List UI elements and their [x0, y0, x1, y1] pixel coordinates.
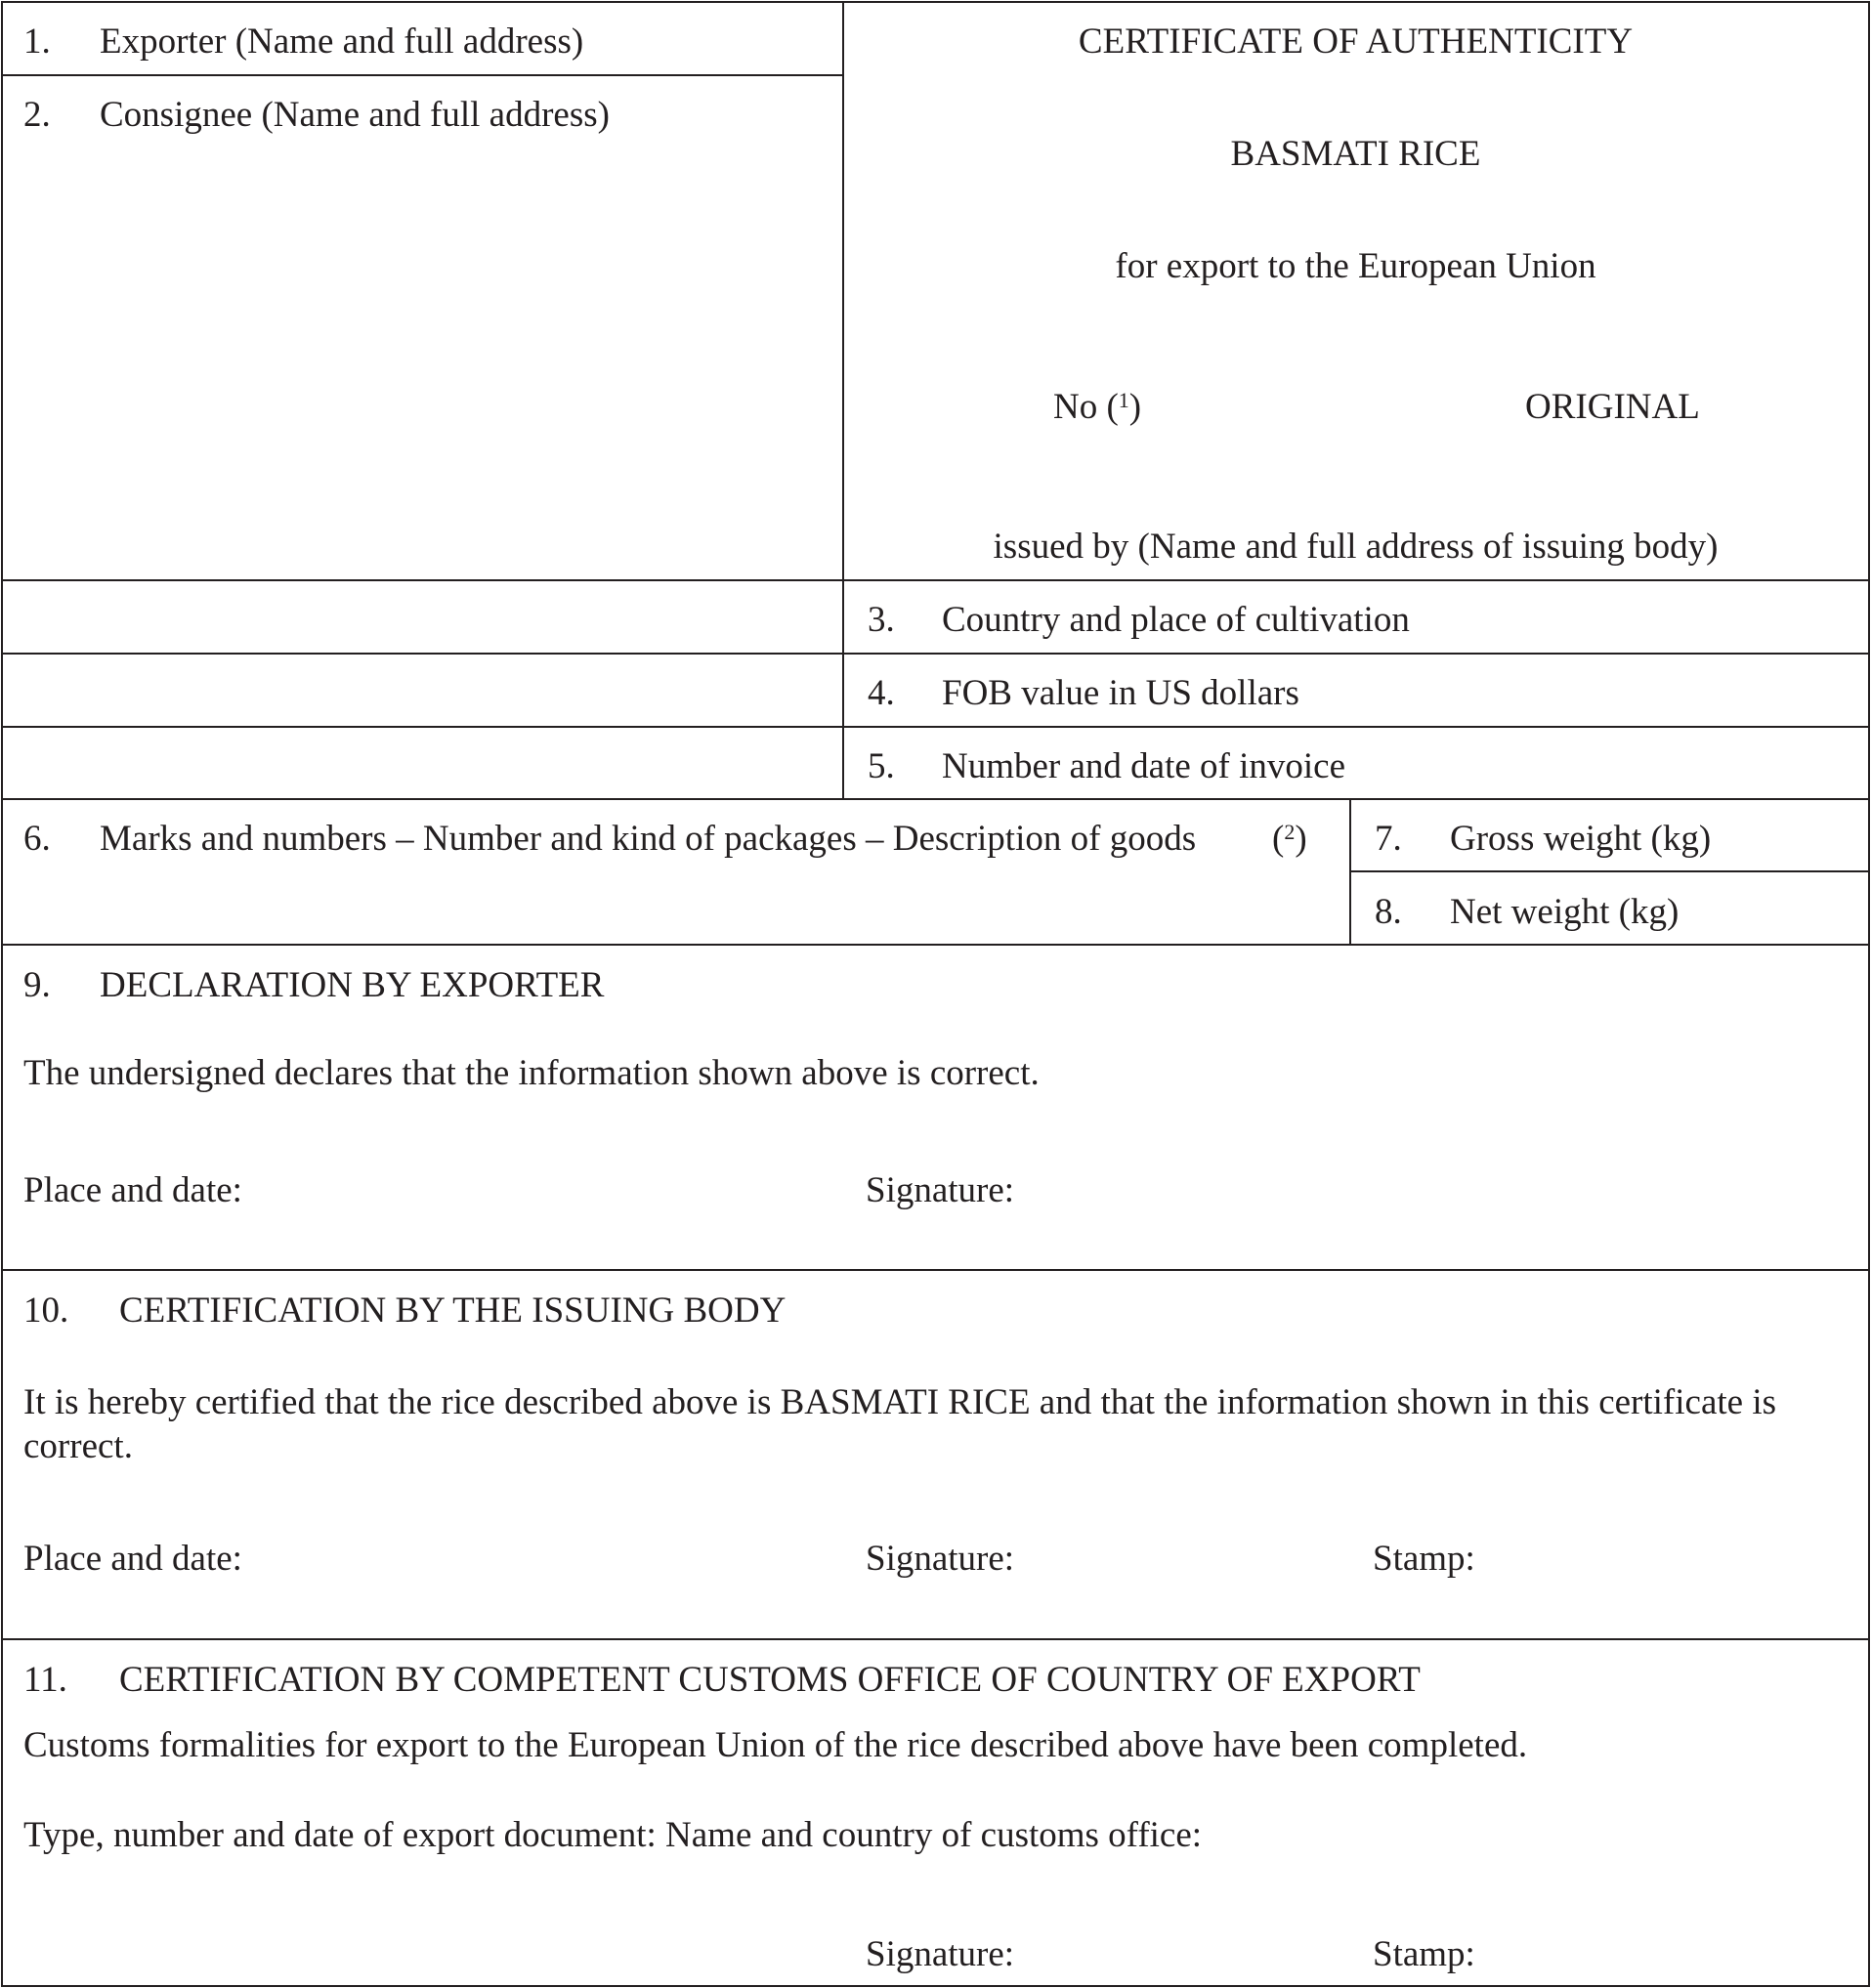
- box9-declaration-text: The undersigned declares that the information shown above is correct.: [23, 1053, 1040, 1093]
- certificate-title: CERTIFICATE OF AUTHENTICITY: [1078, 21, 1634, 62]
- original-label: ORIGINAL: [1525, 387, 1700, 427]
- box7-number: 7.: [1375, 819, 1402, 859]
- certificate-number-label: No ($^1$): [1053, 387, 1142, 427]
- form-border-bottom: [1, 1985, 1870, 1987]
- box2-number: 2.: [23, 95, 51, 135]
- box8-net-weight-label: Net weight (kg): [1450, 892, 1680, 932]
- box11-customs-text: Customs formalities for export to the European Union of the rice described above have been completed.: [23, 1725, 1528, 1765]
- box8-number: 8.: [1375, 892, 1402, 932]
- destination-line: for export to the European Union: [1115, 246, 1596, 286]
- box3-number: 3.: [868, 600, 895, 640]
- box11-number: 11.: [23, 1660, 67, 1700]
- box7-gross-weight-label: Gross weight (kg): [1450, 819, 1712, 859]
- divider-row11: [1, 1638, 1870, 1640]
- divider-row5: [1, 726, 1870, 728]
- box11-signature-label: Signature:: [866, 1934, 1015, 1974]
- box10-number: 10.: [23, 1290, 69, 1331]
- box1-exporter-label: Exporter (Name and full address): [100, 21, 584, 62]
- box9-place-date-label: Place and date:: [23, 1170, 242, 1210]
- divider-center: [842, 1, 844, 799]
- box5-invoice-label: Number and date of invoice: [942, 746, 1346, 786]
- footnote-2-marker: ($^2$): [1272, 819, 1307, 859]
- box3-cultivation-label: Country and place of cultivation: [942, 600, 1410, 640]
- divider-row10: [1, 1269, 1870, 1271]
- box10-signature-label: Signature:: [866, 1539, 1015, 1579]
- box5-number: 5.: [868, 746, 895, 786]
- divider-row3: [1, 579, 1870, 581]
- box11-export-document-label: Type, number and date of export document: Name and country of customs office:: [23, 1815, 1203, 1855]
- divider-box1-box2: [1, 74, 843, 76]
- box6-number: 6.: [23, 819, 51, 859]
- divider-row9: [1, 944, 1870, 946]
- form-border-right: [1868, 1, 1870, 1987]
- box10-stamp-label: Stamp:: [1373, 1539, 1475, 1579]
- form-border-top: [1, 1, 1870, 3]
- form-border-left: [1, 1, 3, 1987]
- divider-row4: [1, 653, 1870, 655]
- product-name: BASMATI RICE: [1230, 134, 1481, 174]
- box1-number: 1.: [23, 21, 51, 62]
- box11-customs-title: CERTIFICATION BY COMPETENT CUSTOMS OFFICE OF COUNTRY OF EXPORT: [119, 1660, 1421, 1700]
- box9-signature-label: Signature:: [866, 1170, 1015, 1210]
- box6-goods-label: Marks and numbers – Number and kind of packages – Description of goods: [100, 819, 1197, 859]
- issued-by-label: issued by (Name and full address of issuing body): [993, 527, 1719, 567]
- box10-certification-title: CERTIFICATION BY THE ISSUING BODY: [119, 1290, 787, 1331]
- box9-number: 9.: [23, 965, 51, 1005]
- box4-number: 4.: [868, 673, 895, 713]
- box10-certification-text: It is hereby certified that the rice described above is BASMATI RICE and that the information shown in this certificate is correct.: [23, 1382, 1777, 1466]
- box10-place-date-label: Place and date:: [23, 1539, 242, 1579]
- box4-fob-label: FOB value in US dollars: [942, 673, 1299, 713]
- box2-consignee-label: Consignee (Name and full address): [100, 95, 610, 135]
- divider-row6: [1, 798, 1870, 800]
- box9-declaration-title: DECLARATION BY EXPORTER: [100, 965, 605, 1005]
- divider-gross-net: [1349, 870, 1869, 872]
- footnote-1-marker: 1: [1118, 388, 1129, 412]
- box11-stamp-label: Stamp:: [1373, 1934, 1475, 1974]
